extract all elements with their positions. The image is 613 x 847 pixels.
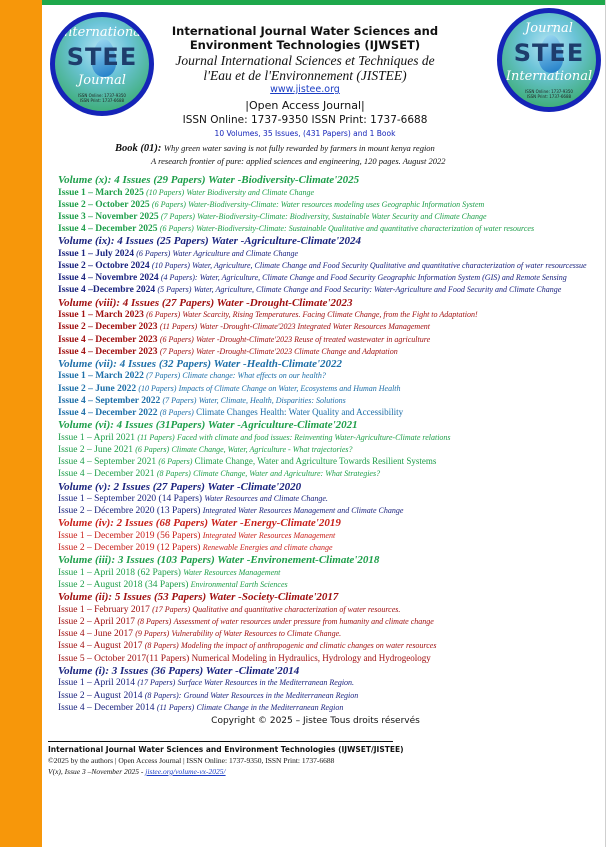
issue-label: Issue 4 – August 2017: [58, 641, 143, 652]
issue-row: [58, 690, 593, 702]
issue-row: [58, 456, 593, 468]
main-content: [48, 0, 593, 807]
issue-label: Issue 1 – April 2021: [58, 432, 136, 443]
issue-row: [58, 468, 593, 480]
volume-heading: Volume (vii): 4 Issues (32 Papers) Water -Health-Climate'2022: [58, 357, 343, 370]
issue-row: [58, 493, 593, 505]
issue-row: [58, 505, 593, 517]
footer-journal-name: International Journal Water Sciences and Environment Technologies (IJWSET/JISTEE): [48, 744, 404, 754]
issue-row: [58, 628, 593, 640]
issue-row: [58, 370, 593, 382]
issue-row: [58, 677, 593, 689]
volume-list: [58, 174, 593, 714]
issue-row: [58, 199, 593, 211]
issue-title: Water -Drought-Climate'2023 Reuse of treated wastewater in agriculture: [196, 334, 431, 344]
issue-row: [58, 616, 593, 628]
issue-row: [58, 383, 593, 395]
volume-heading: Volume (iv): 2 Issues (68 Papers) Water -Energy-Climate'2019: [58, 517, 341, 530]
logo-top-word: International: [58, 25, 146, 40]
page-edge: [605, 0, 606, 847]
issue-row: [58, 211, 593, 223]
issue-paper-count: (6 Papers): [159, 224, 194, 234]
issue-label: Issue 2 – December 2019 (12 Papers): [58, 543, 201, 554]
issue-label: Issue 4 – Novembre 2024: [58, 273, 159, 284]
issue-label: Issue 1 – December 2019 (56 Papers): [58, 530, 201, 541]
issue-title: Water, Agriculture, Climate Change and Food Security: Water-Agriculture and Food Security and Climate Change: [193, 285, 562, 295]
issue-title: Climate change: What effects on our health?: [182, 371, 326, 381]
issue-label: Issue 2 – August 2018 (34 Papers): [58, 580, 189, 591]
issue-row: [58, 444, 593, 456]
issue-paper-count: (7 Papers): [159, 346, 194, 356]
issue-title: Climate Change, Water and Agriculture Towards Resilient Systems: [194, 456, 437, 467]
issue-label: Issue 2 – April 2017: [58, 616, 136, 627]
subtitle-line1: Journal International Sciences et Techniques de: [175, 53, 435, 68]
issue-label: Issue 2 – December 2023: [58, 322, 158, 333]
issue-title: Water Scarcity, Rising Temperatures. Facing Climate Change, from the Fight to Adaptation!: [182, 310, 478, 320]
issue-label: Issue 4 – December 2021: [58, 469, 155, 480]
footer-citation-text: V(x), Issue 3 –November 2025 -: [48, 766, 146, 776]
issue-paper-count: (8 Papers): [159, 408, 194, 418]
issue-paper-count: (17 Papers): [152, 604, 191, 614]
issue-paper-count: (6 Papers): [146, 310, 181, 320]
issue-row: [58, 530, 593, 542]
issue-row: [58, 187, 593, 199]
issue-label: Issue 2 – June 2021: [58, 444, 133, 455]
issue-title: Water-Biodiversity-Climate: Biodiversity, Sustainable Water Security and Climate Change: [197, 211, 487, 221]
issue-row: [58, 284, 593, 296]
issue-paper-count: (6 Papers): [159, 334, 194, 344]
issue-title: Surface Water Resources in the Mediterranean Region.: [177, 678, 355, 688]
logo-top-word: Journal: [525, 21, 573, 36]
issue-row: [58, 542, 593, 554]
issue-title: Water -Drought-Climate'2023 Climate Change and Adaptation: [196, 346, 398, 356]
issue-paper-count: (8 Papers): [144, 641, 179, 651]
issue-title: Water Biodiversity and Climate Change: [186, 187, 315, 197]
issue-paper-count: (6 Papers): [135, 444, 170, 454]
issue-row: [58, 604, 593, 616]
issue-row: [58, 260, 593, 272]
volume-heading: Volume (vi): 4 Issues (31Papers) Water -Agriculture-Climate'2021: [58, 419, 358, 432]
issue-title: Environmental Earth Sciences: [190, 580, 288, 590]
journal-url-link[interactable]: www.jistee.org: [270, 84, 340, 95]
issue-label: Issue 1 – September 2020 (14 Papers): [58, 494, 203, 505]
book-details: A research frontier of pure: applied sciences and engineering, 120 pages. August 2022: [151, 156, 446, 166]
volume-heading: Volume (iii): 3 Issues (103 Papers) Water -Environement-Climate'2018: [58, 554, 380, 567]
issue-row: [58, 702, 593, 714]
issue-label: Issue 2 – Octobre 2024: [58, 261, 150, 272]
issue-title: Water-Biodiversity-Climate: Sustainable Qualitative and quantitative characterization of water resources: [196, 224, 535, 234]
journal-title-line1: International Journal Water Sciences and: [171, 24, 439, 38]
issue-title: Climate Change, Water, Agriculture - What trajectories?: [171, 444, 353, 454]
book-title: Why green water saving is not fully rewarded by farmers in mount kenya region: [163, 143, 435, 153]
issue-row: [58, 346, 593, 358]
issue-label: Issue 4 – September 2022: [58, 395, 161, 406]
issue-row: [58, 309, 593, 321]
footer: [48, 741, 593, 807]
issue-label: Issue 4 –Decembre 2024: [58, 285, 156, 296]
issue-label: Issue 1 – March 2025: [58, 187, 144, 198]
footer-issn: ©2025 by the authors | Open Access Journal | ISSN Online: 1737-9350, ISSN Print: 1737-6688: [48, 755, 335, 765]
logo-bottom-word: Journal: [78, 73, 126, 88]
issue-row: [58, 334, 593, 346]
issue-label: Issue 4 – December 2023: [58, 346, 158, 357]
volume-heading: Volume (x): 4 Issues (29 Papers) Water -Biodiversity-Climate'2025: [58, 174, 360, 186]
issue-row: [58, 653, 593, 665]
logo-issn: ISSN Online: 1737-9350 ISSN Print: 1737-6688: [78, 93, 126, 103]
volume-heading: Volume (viii): 4 Issues (27 Papers) Water -Drought-Climate'2023: [58, 296, 353, 309]
issue-title: Climate Change, Water and Agriculture: What Strategies?: [193, 469, 381, 479]
issue-title: Renewable Energies and climate change: [202, 543, 333, 553]
volume-heading: Volume (ix): 4 Issues (25 Papers) Water -Agriculture-Climate'2024: [58, 235, 362, 248]
issue-paper-count: (6 Papers): [151, 199, 186, 209]
issue-label: Issue 1 – March 2022: [58, 371, 144, 382]
issue-label: Issue 2 – October 2025: [58, 199, 150, 210]
issue-title: Water-Biodiversity-Climate: Water resources modeling uses Geographic Information System: [188, 199, 485, 209]
footer-citation: [48, 766, 593, 777]
issue-paper-count: (6 Papers): [136, 248, 171, 258]
issue-label: Issue 1 – July 2024: [58, 248, 135, 259]
logo-middle-word: STEE: [66, 43, 138, 71]
logo-issn: ISSN Online: 1737-9350 ISSN Print: 1737-6688: [525, 89, 573, 99]
issue-label: Issue 3 – November 2025: [58, 211, 159, 222]
issue-title: Water Resources Management: [183, 567, 281, 577]
issue-label: Issue 1 – February 2017: [58, 604, 150, 615]
open-access-label: |Open Access Journal|: [245, 99, 365, 112]
issue-title: Water, Agriculture, Climate Change and Food Security Geographic Information System (GIS) and Remote Sensing: [199, 273, 567, 283]
issue-title: Modeling the impact of anthropogenic and climatic changes on water resources: [180, 641, 437, 651]
subtitle-line2: l'Eau et de l'Environnement (JISTEE): [203, 68, 407, 83]
issue-row: [58, 395, 593, 407]
issue-paper-count: (8 Papers): [156, 469, 191, 479]
volume-heading: Volume (ii): 5 Issues (53 Papers) Water -Society-Climate'2017: [58, 591, 339, 604]
issue-paper-count: (9 Papers): [135, 629, 170, 639]
issue-paper-count: (10 Papers): [146, 187, 185, 197]
copyright-notice: Copyright © 2025 – Jistee Tous droits réservés: [211, 715, 420, 726]
issue-title: Impacts of Climate Change on Water, Ecosystems and Human Health: [178, 383, 401, 393]
issue-row: [58, 272, 593, 284]
issue-paper-count: (11 Papers): [137, 432, 175, 442]
issue-title: Ground Water Resources in the Mediterranean Region: [183, 690, 359, 700]
issue-title: Assessment of water resources under pressure from humanity and climate change: [173, 616, 434, 626]
journal-title-line2: Environment Technologies (IJWSET): [189, 38, 421, 52]
issue-label: Issue 4 – June 2017: [58, 629, 133, 640]
footer-divider: [48, 741, 393, 742]
volume-heading: Volume (v): 2 Issues (27 Papers) Water -Climate'2020: [58, 480, 302, 493]
issue-label: Issue 4 – September 2021: [58, 457, 157, 468]
issue-title: Qualitative and quantitative characterization of water resources.: [192, 604, 401, 614]
issue-title: Climate Change in the Mediterranean Region: [196, 702, 344, 712]
issue-paper-count: (5 Papers): [157, 285, 192, 295]
logo-bottom-word: International: [505, 69, 593, 84]
issue-row: [58, 567, 593, 579]
issue-label: Issue 4 – December 2025: [58, 224, 158, 235]
issue-title: Integrated Water Resources Management and Climate Change: [202, 506, 404, 516]
issue-label: Issue 1 – April 2014: [58, 678, 136, 689]
issue-label: Issue 4 – December 2014: [58, 702, 155, 713]
journal-stats: 10 Volumes, 35 Issues, (431 Papers) and 1 Book: [214, 129, 396, 138]
issue-title: Water, Agriculture, Climate Change and Food Security Qualitative and quantitative characterization of water resourcessue: [192, 261, 587, 271]
issue-label: Issue 4 – December 2023: [58, 334, 158, 345]
issue-paper-count: (8 Papers):: [144, 690, 182, 700]
issue-label: Issue 4 – December 2022: [58, 408, 158, 419]
footer-volume-link[interactable]: jistee.org/volume-vx-2025/: [145, 766, 226, 776]
volume-heading: Volume (i): 3 Issues (36 Papers) Water -Climate'2014: [58, 664, 300, 677]
issue-label: Issue 5 – October 2017(11 Papers): [58, 653, 190, 664]
issue-title: Water Agriculture and Climate Change: [172, 248, 298, 258]
issue-row: [58, 579, 593, 591]
issue-paper-count: (17 Papers): [137, 678, 176, 688]
book-label: Book (01):: [115, 143, 162, 154]
issue-row: [58, 432, 593, 444]
issue-row: [58, 407, 593, 419]
left-orange-band: [0, 0, 42, 847]
issue-paper-count: (10 Papers): [138, 383, 177, 393]
issue-label: Issue 2 – August 2014: [58, 690, 143, 701]
issue-row: [58, 223, 593, 235]
issue-title: Water Resources and Climate Change.: [204, 494, 328, 504]
issue-paper-count: (8 Papers): [137, 616, 172, 626]
issue-paper-count: (7 Papers): [160, 211, 195, 221]
issue-title: Vulnerability of Water Resources to Climate Change.: [171, 629, 342, 639]
issue-paper-count: (11 Papers): [156, 702, 195, 712]
issue-paper-count: (7 Papers): [162, 395, 197, 405]
issue-label: Issue 1 – March 2023: [58, 310, 144, 321]
issue-paper-count: (10 Papers): [151, 261, 190, 271]
issue-paper-count: (6 Papers): [158, 457, 193, 467]
issue-title: Numerical Modeling in Hydraulics, Hydrology and Hydrogeology: [191, 652, 431, 663]
issue-row: [58, 321, 593, 333]
issue-title: Water -Drought-Climate'2023 Integrated Water Resources Management: [199, 322, 430, 332]
issue-label: Issue 2 – June 2022: [58, 383, 137, 394]
issue-row: [58, 640, 593, 652]
issue-paper-count: (11 Papers): [159, 322, 198, 332]
issue-title: Integrated Water Resources Management: [202, 530, 336, 540]
issue-paper-count: (4 Papers):: [160, 273, 198, 283]
issue-paper-count: (7 Papers): [146, 371, 181, 381]
issue-title: Water, Climate, Health, Disparities: Solutions: [198, 395, 346, 405]
issue-title: Faced with climate and food issues: Reinventing Water-Agriculture-Climate relations: [176, 432, 451, 442]
issue-label: Issue 1 – April 2018 (62 Papers): [58, 567, 181, 578]
issn-line: ISSN Online: 1737-9350 ISSN Print: 1737-6688: [182, 114, 428, 126]
issue-row: [58, 248, 593, 260]
logo-middle-word: STEE: [513, 39, 585, 67]
issue-label: Issue 2 – Décembre 2020 (13 Papers): [58, 506, 201, 517]
issue-title: Climate Changes Health: Water Quality and Accessibility: [196, 407, 404, 418]
